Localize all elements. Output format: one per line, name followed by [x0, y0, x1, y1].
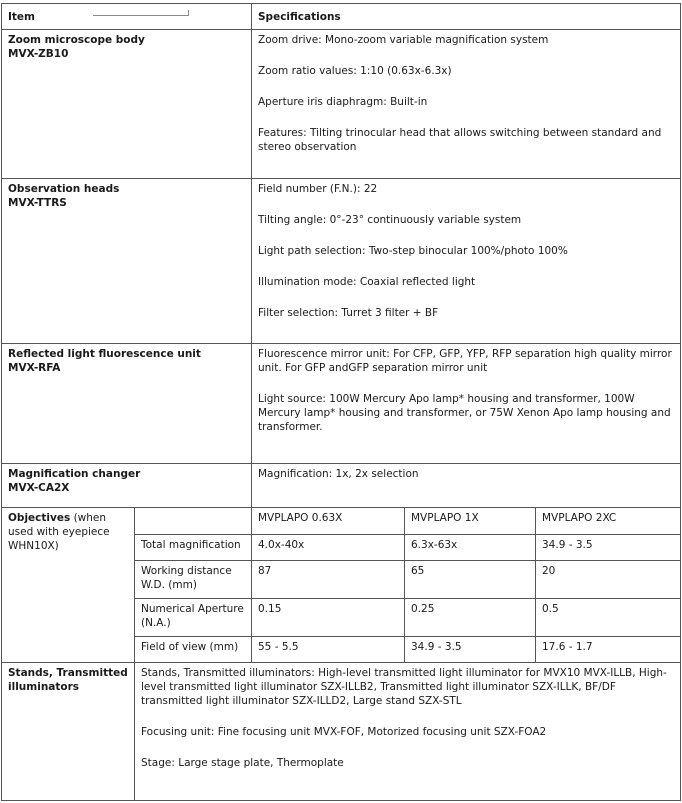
item-cell [2, 30, 252, 179]
table-row [2, 179, 681, 344]
spec-line: Field number (F.N.): 22 [258, 183, 378, 195]
objectives-corner-cell [135, 508, 252, 535]
item-name: Reflected light fluorescence unit [8, 348, 201, 360]
spec-line: Illumination mode: Coaxial reflected light [258, 276, 476, 288]
spec-line: Magnification: 1x, 2x selection [258, 468, 419, 480]
table-row [2, 464, 681, 508]
spec-line: Light path selection: Two-step binocular 100%/photo 100% [258, 245, 568, 257]
spec-line: Stage: Large stage plate, Thermoplate [141, 757, 344, 769]
objective-value: 34.9 - 3.5 [405, 637, 536, 663]
spec-line: Stands, Transmitted illuminators: High-level transmitted light illuminator for MVX10 MVX-ILLB, High-level transmitted light illuminator SZX-ILLB2, Transmitted light illuminator SZX-ILLK, BF/DF transmitted light illuminator SZX-ILLD2, Large stand SZX-STL [141, 667, 667, 707]
item-name: Stands, Transmitted illuminators [8, 667, 128, 693]
objective-row-label: Field of view (mm) [135, 637, 252, 663]
item-model: MVX-TTRS [8, 197, 67, 209]
spec-line: Fluorescence mirror unit: For CFP, GFP, YFP, RFP separation high quality mirror unit. For GFP andGFP separation mirror unit [258, 348, 672, 374]
objective-column-header: MVPLAPO 1X [405, 508, 536, 535]
table-header-row [2, 4, 681, 30]
item-cell [2, 464, 252, 508]
objective-value: 17.6 - 1.7 [536, 637, 681, 663]
header-item-label: Item [8, 10, 35, 23]
item-name: Observation heads [8, 183, 120, 195]
objective-column-header: MVPLAPO 2XC [536, 508, 681, 535]
item-name: Objectives [8, 512, 71, 524]
table-row [2, 663, 681, 801]
specifications-table [1, 3, 681, 801]
header-specifications: Specifications [252, 4, 681, 30]
table-row [2, 30, 681, 179]
table-row [2, 344, 681, 464]
objective-value: 65 [405, 561, 536, 599]
objective-row-label: Working distance W.D. (mm) [135, 561, 252, 599]
objective-row-label: Total magnification [135, 535, 252, 561]
item-model: MVX-RFA [8, 362, 61, 374]
objective-value: 55 - 5.5 [252, 637, 405, 663]
spec-cell [252, 30, 681, 179]
item-model: MVX-CA2X [8, 482, 70, 494]
objective-column-header: MVPLAPO 0.63X [252, 508, 405, 535]
item-name: Zoom microscope body [8, 34, 145, 46]
spec-line: Zoom ratio values: 1:10 (0.63x-6.3x) [258, 65, 452, 77]
spec-line: Focusing unit: Fine focusing unit MVX-FOF, Motorized focusing unit SZX-FOA2 [141, 726, 547, 738]
objective-value: 20 [536, 561, 681, 599]
spec-cell [252, 464, 681, 508]
spec-line: Aperture iris diaphragm: Built-in [258, 96, 428, 108]
objective-value: 0.5 [536, 599, 681, 637]
spec-line: Filter selection: Turret 3 filter + BF [258, 307, 439, 319]
objective-value: 0.25 [405, 599, 536, 637]
item-name: Magnification changer [8, 468, 141, 480]
objectives-header-row [2, 508, 681, 535]
objective-value: 34.9 - 3.5 [536, 535, 681, 561]
objective-value: 0.15 [252, 599, 405, 637]
item-model: MVX-ZB10 [8, 48, 69, 60]
spec-cell [252, 344, 681, 464]
spec-line: Light source: 100W Mercury Apo lamp* housing and transformer, 100W Mercury lamp* housing and transformer, or 75W Xenon Apo lamp housing and transformer. [258, 393, 671, 433]
spec-line: Tilting angle: 0°-23° continuously variable system [258, 214, 522, 226]
item-cell [2, 344, 252, 464]
objective-value: 4.0x-40x [252, 535, 405, 561]
spec-cell [135, 663, 681, 801]
item-cell-objectives [2, 508, 135, 663]
objective-value: 6.3x-63x [405, 535, 536, 561]
spec-cell [252, 179, 681, 344]
spec-line: Features: Tilting trinocular head that allows switching between standard and stereo observation [258, 127, 662, 153]
spec-line: Zoom drive: Mono-zoom variable magnification system [258, 34, 549, 46]
column-resize-handle[interactable] [93, 10, 189, 16]
header-item [2, 4, 252, 30]
objective-row-label: Numerical Aperture (N.A.) [135, 599, 252, 637]
item-note: (when used with eyepiece WHN10X) [8, 512, 110, 552]
item-cell [2, 179, 252, 344]
item-cell [2, 663, 135, 801]
objective-value: 87 [252, 561, 405, 599]
